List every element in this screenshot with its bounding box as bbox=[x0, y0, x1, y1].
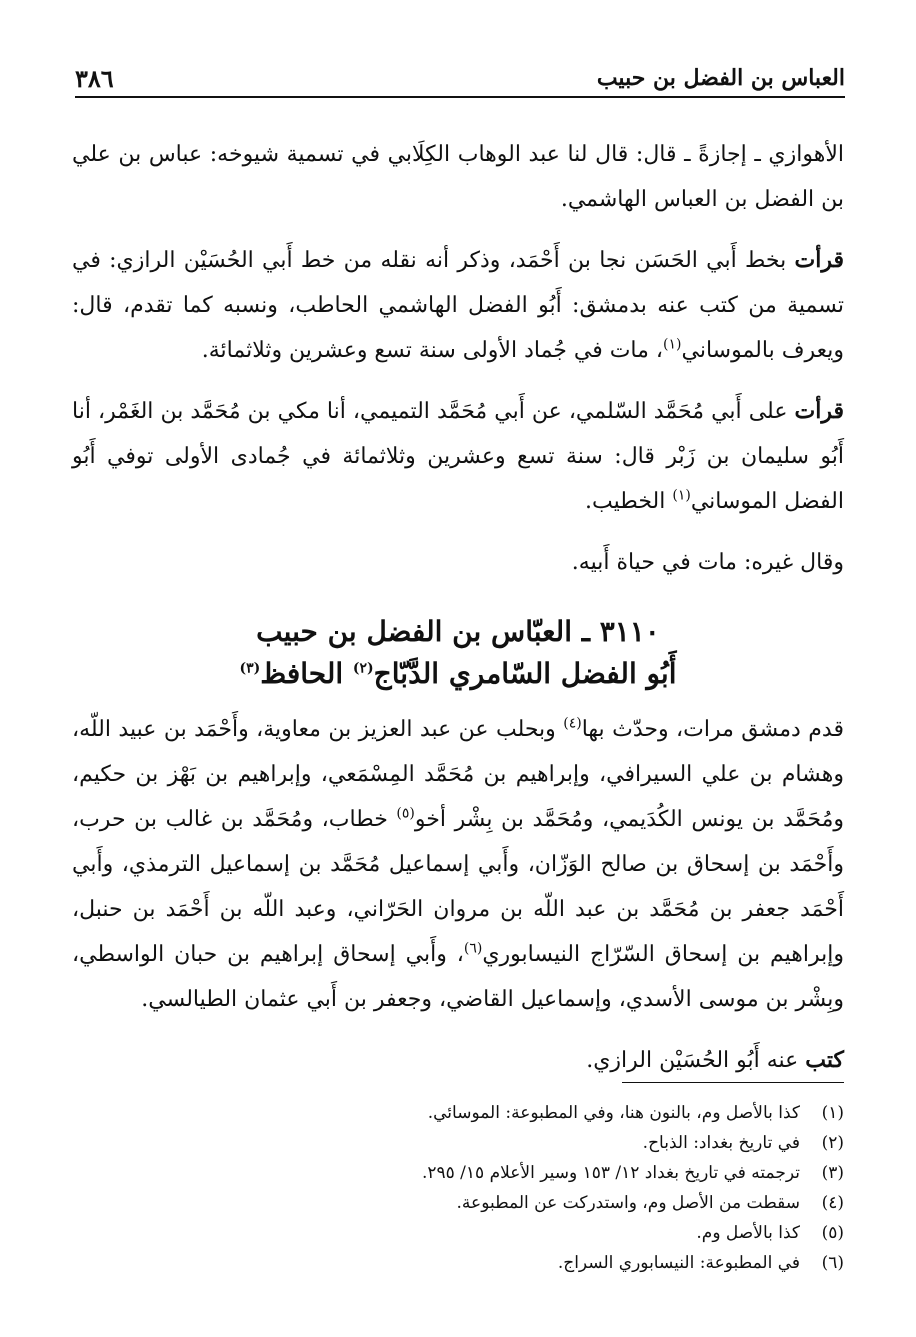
entry-subtitle bbox=[72, 653, 844, 695]
paragraph-6-text: عنه أَبُو الحُسَيْن الرازي. bbox=[586, 1048, 806, 1073]
footnote-ref-6[interactable]: (٦) bbox=[463, 940, 483, 957]
footnote-text: كذا بالأصل وم، بالنون هنا، وفي المطبوعة: الموسائي. bbox=[427, 1103, 800, 1123]
footnote-ref-1b[interactable]: (١) bbox=[672, 487, 691, 504]
paragraph-4: وقال غيره: مات في حياة أَبيه. bbox=[571, 550, 844, 575]
footnote-ref-3[interactable]: (٣) bbox=[239, 660, 261, 677]
paragraph-3-text-b: الخطيب. bbox=[585, 489, 673, 514]
entry-heading bbox=[72, 611, 844, 695]
footnote-text: كذا بالأصل وم. bbox=[696, 1223, 800, 1243]
footnote-text: في تاريخ بغداد: الذباح. bbox=[642, 1133, 800, 1153]
footnote-item bbox=[72, 1218, 844, 1248]
entry-subtitle-a: أَبُو الفضل السّامري الدَّبّاج bbox=[373, 657, 677, 690]
footnote-number: (٢) bbox=[821, 1133, 844, 1153]
paragraph-5-text-d: ، وأَبي إسحاق إبراهيم بن حبان الواسطي، وبِشْر بن موسى الأسدي، وإسماعيل القاضي، وجعفر بن أَبي عثمان الطيالسي. bbox=[72, 942, 844, 1012]
paragraph-6 bbox=[72, 1038, 844, 1083]
footnote-item bbox=[72, 1128, 844, 1158]
paragraph-2-text-b: ، مات في جُماد الأولى سنة تسع وعشرين وثلاثمائة. bbox=[201, 338, 664, 363]
footnote-item bbox=[72, 1098, 844, 1128]
footnote-text: ترجمته في تاريخ بغداد ١٢/ ١٥٣ وسير الأعلام ١٥/ ٢٩٥. bbox=[421, 1163, 800, 1183]
page-body bbox=[72, 132, 844, 1099]
footnote-item bbox=[72, 1188, 844, 1218]
paragraph-1: الأهوازي ـ إجازةً ـ قال: قال لنا عبد الوهاب الكِلَابي في تسمية شيوخه: عباس بن علي بن الفضل بن العباس الهاشمي. bbox=[72, 142, 844, 212]
running-title: العباس بن الفضل بن حبيب bbox=[596, 65, 845, 91]
footnote-ref-2[interactable]: (٢) bbox=[352, 660, 374, 677]
page-header bbox=[75, 60, 845, 98]
paragraph-5-text-b: وبحلب عن عبد العزيز بن معاوية، وأَحْمَد بن عبيد اللّه، وهشام بن علي السيرافي، وإبراهيم بن مُحَمَّد المِسْمَعي، وإبراهيم بن بَهْز بن حكيم، ومُحَمَّد بن يونس الكُدَيمي، ومُحَمَّد بن بِشْر أخو bbox=[72, 717, 844, 832]
footnote-divider bbox=[622, 1082, 844, 1083]
footnote-number: (١) bbox=[821, 1103, 844, 1123]
footnote-item bbox=[72, 1158, 844, 1188]
footnote-item bbox=[72, 1248, 844, 1278]
footnote-text: في المطبوعة: النيسابوري السراج. bbox=[557, 1253, 800, 1273]
footnote-text: سقطت من الأصل وم، واستدركت عن المطبوعة. bbox=[456, 1193, 800, 1213]
footnote-number: (٤) bbox=[821, 1193, 844, 1213]
footnotes bbox=[72, 1098, 844, 1278]
paragraph-3-lead: قرأت bbox=[794, 398, 844, 424]
paragraph-2 bbox=[72, 238, 844, 373]
paragraph-2-text-a: بخط أَبي الحَسَن نجا بن أَحْمَد، وذكر أنه نقله من خط أَبي الحُسَيْن الرازي: في تسمية من كتب عنه بدمشق: أَبُو الفضل الهاشمي الحاطب، ونسبه كما تقدم، قال: ويعرف بالموساني bbox=[72, 248, 844, 363]
paragraph-3 bbox=[72, 389, 844, 524]
footnote-number: (٥) bbox=[821, 1223, 844, 1243]
paragraph-5-text-a: قدم دمشق مرات، وحدّث بها bbox=[581, 717, 844, 742]
paragraph-5 bbox=[72, 707, 844, 1022]
paragraph-6-lead: كتب bbox=[805, 1047, 844, 1073]
paragraph-2-lead: قرأت bbox=[794, 247, 844, 273]
paragraph-3-text-a: على أَبي مُحَمَّد السّلمي، عن أَبي مُحَمَّد التميمي، أنا مكي بن مُحَمَّد بن الغَمْر، أنا أَبُو سليمان بن زَبْر قال: سنة تسع وعشرين وثلاثمائة في جُمادى الأولى توفي أَبُو الفضل الموساني bbox=[72, 399, 844, 514]
footnote-number: (٣) bbox=[821, 1163, 844, 1183]
footnote-number: (٦) bbox=[821, 1253, 844, 1273]
footnote-ref-5[interactable]: (٥) bbox=[396, 805, 415, 822]
footnote-ref-1[interactable]: (١) bbox=[663, 336, 682, 353]
paragraph-5-text-c: خطاب، ومُحَمَّد بن غالب بن حرب، وأَحْمَد بن إسحاق بن صالح الوَزّان، وأَبي إسماعيل مُحَمَّد بن إسماعيل الترمذي، وأَبي أَحْمَد جعفر بن مُحَمَّد بن عبد اللّه بن مروان الحَرّاني، وعبد اللّه بن أَحْمَد بن حنبل، وإبراهيم بن إسحاق السّرّاج النيسابوري bbox=[72, 807, 844, 967]
page-number: ٣٨٦ bbox=[75, 63, 114, 93]
entry-subtitle-b: الحافظ bbox=[260, 657, 353, 690]
footnote-ref-4[interactable]: (٤) bbox=[563, 715, 582, 732]
entry-title: ٣١١٠ ـ العبّاس بن الفضل بن حبيب bbox=[256, 615, 660, 648]
